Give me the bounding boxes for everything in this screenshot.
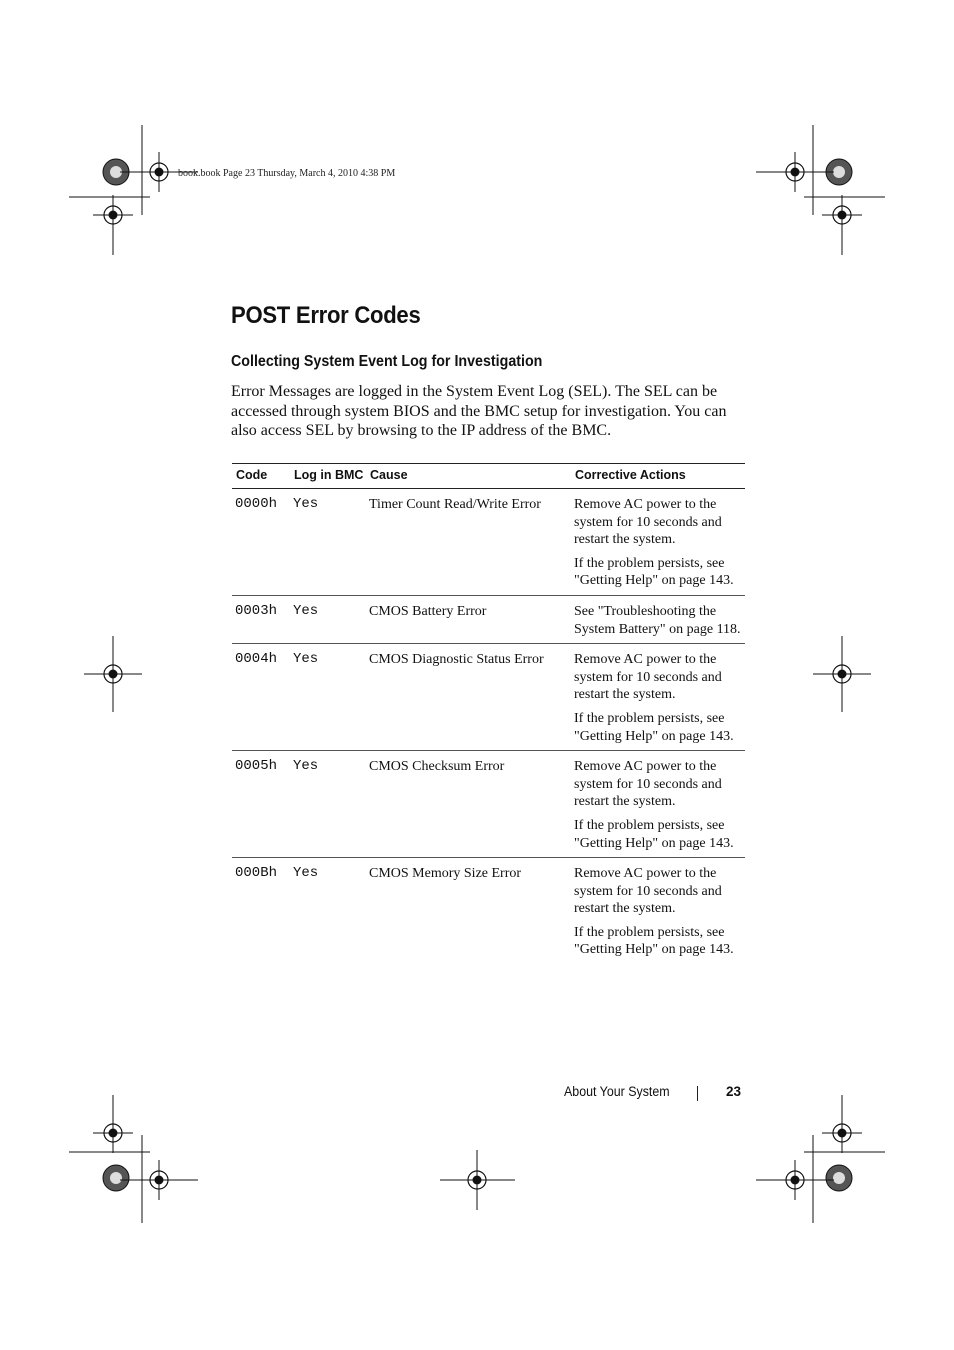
corrective-actions (571, 595, 745, 643)
error-cause: CMOS Checksum Error (366, 751, 571, 858)
error-cause: Timer Count Read/Write Error (366, 489, 571, 596)
corrective-actions (571, 644, 745, 751)
star-target-icon (826, 1165, 852, 1191)
error-code: 0004h (232, 644, 290, 751)
error-cause: CMOS Battery Error (366, 595, 571, 643)
post-error-codes-table (232, 463, 745, 964)
table-row (232, 644, 745, 751)
page-number: 23 (726, 1084, 742, 1099)
table-row (232, 751, 745, 858)
page-title: POST Error Codes (231, 302, 421, 329)
table-row (232, 858, 745, 964)
log-in-bmc-value: Yes (293, 865, 319, 882)
registration-mark-icon (822, 195, 862, 235)
corrective-actions (571, 751, 745, 858)
error-code: 000Bh (235, 865, 278, 882)
action-text: Remove AC power to the system for 10 seconds and restart the system. (574, 866, 722, 917)
action-text: If the problem persists, see "Getting Help" on page 143. (574, 555, 734, 589)
log-in-bmc-value: Yes (290, 595, 366, 643)
registration-mark-icon (93, 1113, 133, 1153)
action-text: Remove AC power to the system for 10 seconds and restart the system. (574, 652, 722, 703)
error-cause: CMOS Diagnostic Status Error (366, 644, 571, 751)
log-in-bmc-value: Yes (290, 489, 366, 596)
column-header-code: Code (232, 464, 290, 489)
table-header-row (232, 464, 745, 489)
log-in-bmc-value: Yes (290, 644, 366, 751)
table-row (232, 595, 745, 643)
action-text: If the problem persists, see "Getting Help" on page 143. (574, 924, 734, 958)
log-in-bmc-value: Yes (290, 751, 366, 858)
intro-paragraph: Error Messages are logged in the System Event Log (SEL). The SEL can be accessed through system BIOS and the BMC setup for investigation. You can also access SEL by browsing to the IP address of the BMC. (231, 383, 727, 439)
footer-divider (697, 1086, 698, 1101)
action-text: Remove AC power to the system for 10 seconds and restart the system. (574, 497, 722, 548)
star-target-icon (103, 1165, 129, 1191)
column-header-log-in-bmc: Log in BMC (290, 464, 366, 489)
error-code: 0003h (232, 595, 290, 643)
corrective-actions (571, 858, 745, 964)
action-text: Remove AC power to the system for 10 seconds and restart the system. (574, 759, 722, 810)
corrective-actions (571, 489, 745, 596)
error-code: 0000h (232, 489, 290, 596)
action-text: If the problem persists, see "Getting Help" on page 143. (574, 710, 734, 744)
action-text: If the problem persists, see "Getting Help" on page 143. (574, 817, 734, 851)
section-heading: Collecting System Event Log for Investigation (231, 353, 543, 370)
print-slug-line: book.book Page 23 Thursday, March 4, 2010 4:38 PM (178, 168, 396, 179)
registration-mark-icon (93, 195, 133, 235)
error-cause: CMOS Memory Size Error (369, 866, 522, 882)
column-header-corrective-actions: Corrective Actions (571, 464, 745, 489)
error-code: 0005h (232, 751, 290, 858)
footer-section-title: About Your System (564, 1084, 670, 1099)
column-header-cause: Cause (366, 464, 571, 489)
action-text: See "Troubleshooting the System Battery" on page 118. (574, 603, 741, 637)
table-row (232, 489, 745, 596)
registration-mark-icon (822, 1113, 862, 1153)
